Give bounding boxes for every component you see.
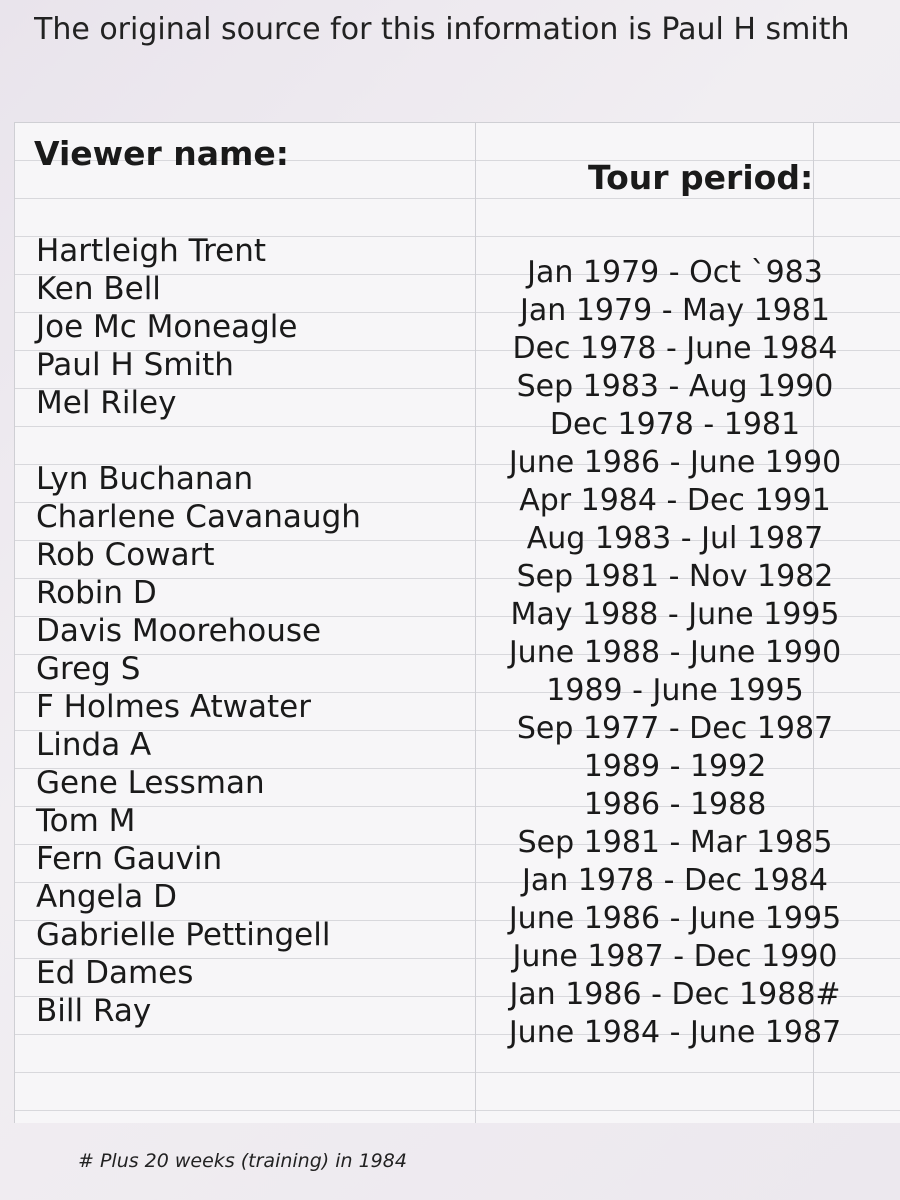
- viewer-name-cell[interactable]: Paul H Smith: [36, 347, 234, 383]
- tour-period-cell[interactable]: 1989 - June 1995: [546, 673, 804, 708]
- viewer-name-cell[interactable]: Robin D: [36, 575, 157, 611]
- intro-text: The original source for this information is Paul H smith: [34, 12, 850, 47]
- viewer-name-cell[interactable]: Lyn Buchanan: [36, 461, 254, 497]
- column-header-viewer-name: Viewer name:: [34, 134, 290, 173]
- tour-period-cell[interactable]: June 1984 - June 1987: [508, 1015, 842, 1050]
- tour-period-cell[interactable]: June 1986 - June 1995: [508, 901, 842, 936]
- tour-period-cell[interactable]: May 1988 - June 1995: [510, 597, 840, 632]
- viewer-name-cell[interactable]: Tom M: [36, 803, 136, 839]
- viewer-name-cell[interactable]: Angela D: [36, 879, 177, 915]
- viewer-name-cell[interactable]: Joe Mc Moneagle: [36, 309, 298, 345]
- tour-period-cell[interactable]: June 1988 - June 1990: [508, 635, 842, 670]
- tour-period-cell[interactable]: 1986 - 1988: [583, 787, 767, 822]
- viewer-name-cell[interactable]: Charlene Cavanaugh: [36, 499, 361, 535]
- tour-period-cell[interactable]: Sep 1977 - Dec 1987: [516, 711, 834, 746]
- column-header-tour-period: Tour period:: [588, 158, 814, 197]
- viewer-name-cell[interactable]: Gene Lessman: [36, 765, 265, 801]
- tour-period-cell[interactable]: Dec 1978 - June 1984: [512, 331, 838, 366]
- viewer-name-cell[interactable]: Greg S: [36, 651, 141, 687]
- tour-period-cell[interactable]: Sep 1981 - Nov 1982: [516, 559, 834, 594]
- tour-period-cell[interactable]: Sep 1983 - Aug 1990: [516, 369, 834, 404]
- footnote: # Plus 20 weeks (training) in 1984: [78, 1150, 407, 1172]
- tour-period-cell[interactable]: Dec 1978 - 1981: [549, 407, 801, 442]
- tour-period-cell[interactable]: 1989 - 1992: [583, 749, 767, 784]
- viewer-name-cell[interactable]: Fern Gauvin: [36, 841, 223, 877]
- tour-period-cell[interactable]: Jan 1986 - Dec 1988#: [509, 977, 841, 1012]
- tour-period-cell[interactable]: Jan 1979 - Oct `983: [527, 255, 823, 290]
- viewer-name-cell[interactable]: Hartleigh Trent: [36, 233, 267, 269]
- viewer-name-cell[interactable]: Ed Dames: [36, 955, 194, 991]
- viewer-name-cell[interactable]: Ken Bell: [36, 271, 161, 307]
- tour-period-cell[interactable]: Jan 1978 - Dec 1984: [522, 863, 828, 898]
- viewer-name-cell[interactable]: [36, 422, 361, 460]
- viewer-name-cell[interactable]: Gabrielle Pettingell: [36, 917, 331, 953]
- tour-period-column: [470, 254, 880, 1052]
- tour-period-cell[interactable]: Sep 1981 - Mar 1985: [517, 825, 833, 860]
- tour-period-cell[interactable]: Jan 1979 - May 1981: [520, 293, 830, 328]
- tour-period-cell[interactable]: Apr 1984 - Dec 1991: [519, 483, 831, 518]
- tour-period-cell[interactable]: June 1987 - Dec 1990: [512, 939, 838, 974]
- viewer-name-cell[interactable]: Linda A: [36, 727, 152, 763]
- viewer-name-cell[interactable]: Bill Ray: [36, 993, 152, 1029]
- viewer-name-cell[interactable]: F Holmes Atwater: [36, 689, 311, 725]
- viewer-name-cell[interactable]: Davis Moorehouse: [36, 613, 322, 649]
- viewer-name-column: [36, 232, 361, 1030]
- tour-period-cell[interactable]: June 1986 - June 1990: [508, 445, 842, 480]
- viewer-name-cell[interactable]: Rob Cowart: [36, 537, 215, 573]
- viewer-name-cell[interactable]: Mel Riley: [36, 385, 177, 421]
- tour-period-cell[interactable]: Aug 1983 - Jul 1987: [526, 521, 824, 556]
